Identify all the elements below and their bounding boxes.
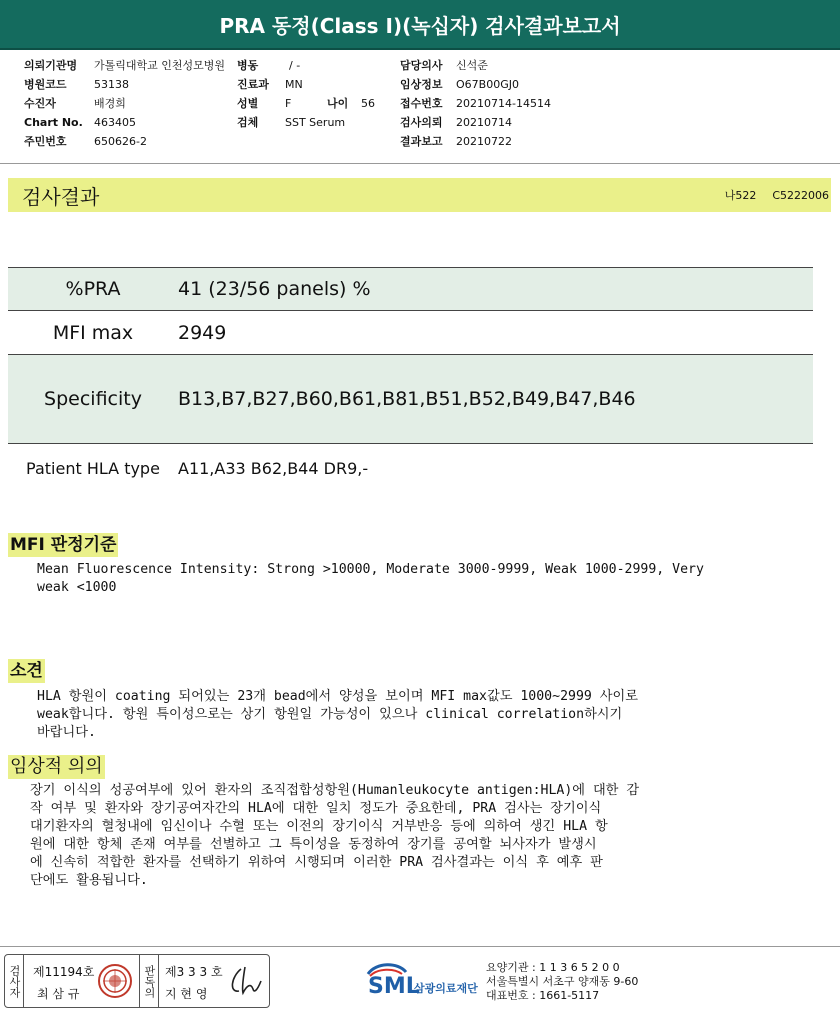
pra-label: %PRA xyxy=(65,278,121,300)
result-section-title: 검사결과 xyxy=(22,184,100,209)
value-department: MN xyxy=(285,78,303,91)
clinical-text: 장기 이식의 성공여부에 있어 환자의 조직접합성항원(Humanleukocyte antigen:HLA)에 대한 감 작 여부 및 환자와 장기공여자간의 HLA에 대한 일치 정도가 중요한데, PRA 검사는 장기이식 대기환자의 혈청내에 임신이나 수혈 또는 이전의 장기이식 거부반응 등에 의하여 생긴 HLA 항 원에 대한 항체 존재 여부를 선별하고 그 특이성을 동정하여 장기를 공여할 뇌사자가 발생시 에 신속히 적합한 환자를 선택하기 위하여 시행되며 이러한 PRA 검사결과는 이식 후 예후 판 단에도 활용됩니다. xyxy=(30,783,640,888)
label-requester: 의뢰기관명 xyxy=(24,59,78,72)
label-resident-no: 주민번호 xyxy=(24,135,67,148)
checker-label: 판독의 xyxy=(139,955,159,1007)
label-request-date: 검사의뢰 xyxy=(400,116,443,129)
specificity-label: Specificity xyxy=(44,388,142,410)
sml-logo xyxy=(364,960,482,1002)
result-section-header xyxy=(8,178,831,212)
test-code: 나522 xyxy=(724,189,757,202)
brand-name: SML xyxy=(368,974,420,999)
label-department: 진료과 xyxy=(237,78,269,91)
org-address: 서울특별시 서초구 양재동 9-60 xyxy=(486,975,639,988)
info-col-1 xyxy=(24,56,225,151)
label-patient: 수진자 xyxy=(24,97,56,110)
mfi-criteria-title: MFI 판정기준 xyxy=(10,535,117,555)
opinion-title: 소견 xyxy=(10,661,43,681)
hla-label: Patient HLA type xyxy=(26,458,160,478)
value-patient: 배경희 xyxy=(94,97,126,110)
order-code: C5222006 xyxy=(772,189,829,202)
label-age: 나이 xyxy=(327,97,349,110)
label-ward: 병동 xyxy=(237,59,259,72)
opinion-text: HLA 항원이 coating 되어있는 23개 bead에서 양성을 보이며 MFI max값도 1000~2999 사이로 weak합니다. 항원 특이성으로는 상기 항원일 가능성이 있으나 clinical correlation하시기 바랍니다. xyxy=(37,689,638,740)
label-hospital-code: 병원코드 xyxy=(24,78,67,91)
result-row-mfi xyxy=(8,311,813,355)
value-specimen: SST Serum xyxy=(285,116,346,129)
footer-divider xyxy=(0,946,840,947)
value-clinical-info: O67B00GJ0 xyxy=(456,78,519,91)
value-resident-no: 650626-2 xyxy=(94,135,147,148)
checker-no: 제3 3 3 호 xyxy=(165,965,223,979)
specificity-value: B13,B7,B27,B60,B61,B81,B51,B52,B49,B47,B46 xyxy=(178,388,636,410)
report-title: PRA 동정(Class I)(녹십자) 검사결과보고서 xyxy=(0,0,840,50)
value-age: 56 xyxy=(361,97,375,110)
label-specimen: 검체 xyxy=(237,116,259,129)
label-chart-no: Chart No. xyxy=(24,116,83,129)
info-divider xyxy=(0,163,840,164)
mfi-criteria-text: Mean Fluorescence Intensity: Strong >10000, Moderate 3000-9999, Weak 1000-2999, Very weak <1000 xyxy=(37,562,704,595)
result-codes xyxy=(709,187,829,203)
info-col-2 xyxy=(237,56,375,132)
inspector-label: 검사자 xyxy=(5,955,24,1007)
label-report-date: 결과보고 xyxy=(400,135,443,148)
result-row-specificity xyxy=(8,355,813,444)
mfi-label: MFI max xyxy=(52,321,134,344)
info-col-3 xyxy=(400,56,551,151)
mfi-value: 2949 xyxy=(178,321,227,344)
value-sex: F xyxy=(285,97,292,110)
inspector-name: 최 삼 규 xyxy=(37,987,80,1001)
value-receipt-no: 20210714-14514 xyxy=(456,97,551,110)
hla-value: A11,A33 B62,B44 DR9,- xyxy=(178,458,369,478)
clinical-title: 임상적 의의 xyxy=(10,756,103,777)
value-requester: 가톨릭대학교 인천성모병원 xyxy=(94,59,226,72)
value-hospital-code: 53138 xyxy=(94,78,129,91)
value-chart-no: 463405 xyxy=(94,116,136,129)
value-doctor: 신석준 xyxy=(456,59,488,72)
org-code: 요양기관 : 1 1 3 6 5 2 0 0 xyxy=(486,961,620,974)
checker-name: 지 현 영 xyxy=(165,987,208,1001)
result-row-hla xyxy=(8,450,813,486)
result-row-pra xyxy=(8,268,813,311)
inspector-no: 제11194호 xyxy=(33,965,95,979)
pra-value: 41 (23/56 panels) % xyxy=(178,278,371,300)
brand-korean: 삼광의료재단 xyxy=(414,982,478,995)
label-receipt-no: 접수번호 xyxy=(400,97,443,110)
seal-icon xyxy=(97,963,133,999)
signature-icon xyxy=(227,963,267,999)
org-phone: 대표번호 : 1661-5117 xyxy=(486,989,600,1002)
value-request-date: 20210714 xyxy=(456,116,512,129)
label-sex: 성별 xyxy=(237,97,259,110)
value-report-date: 20210722 xyxy=(456,135,512,148)
label-doctor: 담당의사 xyxy=(400,59,443,72)
signature-box xyxy=(4,954,270,1008)
value-ward: / - xyxy=(289,59,301,72)
organization-info xyxy=(486,961,638,1003)
label-clinical-info: 임상정보 xyxy=(400,78,443,91)
